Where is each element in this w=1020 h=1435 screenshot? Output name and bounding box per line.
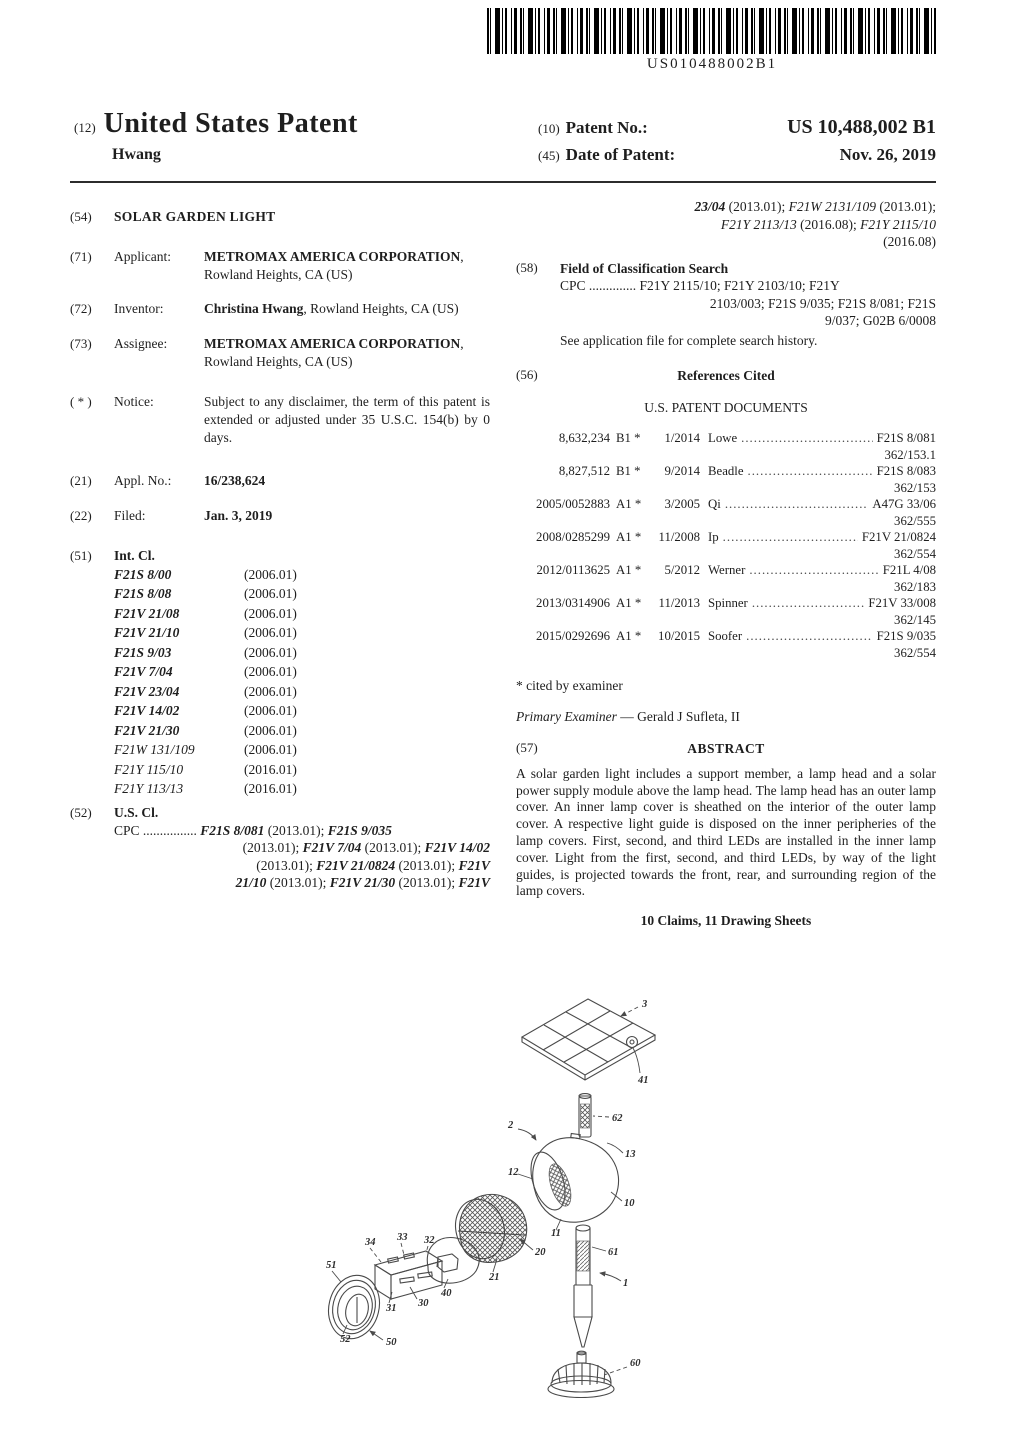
assignee-address: , Rowland Heights, CA (US)	[204, 336, 464, 370]
outer-lamp-cover	[524, 1133, 618, 1222]
callout-34: 34	[365, 1237, 376, 1248]
cpc-line: 9/037; G02B 6/0008	[824, 313, 936, 329]
cpc-continuation-line: (2016.08)	[883, 234, 936, 249]
field-number: (22)	[70, 508, 92, 524]
int-cl-entry: F21V 7/04 (2006.01)	[114, 664, 297, 680]
filed-value: Jan. 3, 2019	[204, 508, 273, 524]
primary-examiner-line	[516, 708, 936, 726]
table-row: 2005/0052883 A1 * 3/2005 Qi ..... A47G 33/06 362/555	[516, 496, 936, 529]
barcode-image	[487, 8, 937, 54]
inventor-surname: Hwang	[112, 146, 161, 163]
patent-date-row	[538, 145, 936, 165]
dot-leader	[752, 595, 865, 612]
us-patent-documents-label: U.S. PATENT DOCUMENTS	[644, 399, 808, 415]
applicant-address: , Rowland Heights, CA (US)	[204, 248, 464, 282]
inventor-address: , Rowland Heights, CA (US)	[303, 301, 459, 317]
callout-2: 2	[508, 1120, 514, 1131]
patent-date-value: Nov. 26, 2019	[839, 145, 936, 164]
led-holder-box	[375, 1251, 442, 1299]
callout-33: 33	[397, 1232, 408, 1243]
solar-panel	[522, 999, 655, 1080]
left-column	[70, 200, 490, 892]
table-row: 8,827,512 B1 * 9/2014 Beadle ..... F21S 8/083 362/153	[516, 463, 936, 496]
barcode-number: US010488002B1	[646, 56, 778, 72]
dot-leader	[723, 529, 858, 546]
header-divider	[70, 181, 936, 183]
cited-by-examiner-note: * cited by examiner	[516, 678, 623, 694]
cpc-line: 21/10 (2013.01); F21V 21/30 (2013.01); F21V	[235, 875, 490, 891]
battery-tube	[579, 1094, 591, 1137]
inner-lamp-cover	[449, 1194, 527, 1264]
field-of-search-label: Field of Classification Search	[560, 260, 729, 276]
abstract-heading	[516, 740, 936, 758]
search-history-note: See application file for complete search history.	[560, 332, 818, 348]
callout-11: 11	[551, 1228, 561, 1239]
applicant-row	[70, 248, 490, 284]
assignee-label: Assignee:	[114, 336, 168, 352]
field-of-search-heading	[516, 260, 936, 278]
dot-leader	[741, 430, 872, 447]
callout-10: 10	[624, 1198, 635, 1209]
patent-date-label: Date of Patent:	[565, 145, 676, 164]
filed-label: Filed:	[114, 508, 146, 524]
callout-52: 52	[340, 1334, 351, 1345]
inventor-row	[70, 300, 490, 318]
assignee-row	[70, 335, 490, 371]
patent-number-value: US 10,488,002 B1	[787, 116, 936, 138]
claims-sheets-line: 10 Claims, 11 Drawing Sheets	[640, 913, 812, 929]
cpc-line: (2013.01); F21V 7/04 (2013.01); F21V 14/02	[242, 840, 490, 856]
abstract-text: A solar garden light includes a support member, a lamp head and a solar power supply module above the lamp head. The lamp head has an outer lamp cover. An inner lamp cover is sheathed on the interior of the outer lamp cover. A respective light guide is disposed on the inner peripheries of the lamp covers. First, second, and third LEDs are installed in the inner lamp cover. Light from the first, second, and third LEDs, by way of the light guides, is projected towards the front, rear, and surrounding region of the lamp covers.	[516, 765, 936, 899]
cpc-line: CPC ................ F21S 8/081 (2013.01); F21S 9/035	[114, 822, 392, 838]
applicant-value	[204, 248, 490, 284]
int-cl-entry: F21S 8/08 (2006.01)	[114, 586, 297, 602]
callout-41: 41	[638, 1075, 649, 1086]
callout-32: 32	[424, 1235, 435, 1246]
int-cl-entry: F21V 21/08 (2006.01)	[114, 605, 297, 621]
primary-examiner-label: Primary Examiner	[516, 708, 617, 724]
callout-20: 20	[535, 1247, 546, 1258]
callout-51: 51	[326, 1260, 337, 1271]
appl-no-label: Appl. No.:	[114, 473, 172, 489]
us-cl-heading	[70, 804, 490, 822]
header-right-block	[538, 116, 936, 171]
int-cl-heading	[70, 547, 490, 565]
callout-13: 13	[625, 1149, 636, 1160]
filed-row	[70, 507, 490, 525]
callout-40: 40	[441, 1288, 452, 1299]
support-stake	[574, 1225, 592, 1347]
field-number: ( * )	[70, 393, 92, 409]
references-heading	[516, 367, 936, 385]
cpc-line: 2103/003; F21S 9/035; F21S 8/081; F21S	[709, 295, 936, 311]
table-row: 8,632,234 B1 * 1/2014 Lowe ..... F21S 8/081 362/153.1	[516, 430, 936, 463]
table-row: 2012/0113625 A1 * 5/2012 Werner ..... F21L 4/08 362/183	[516, 562, 936, 595]
dot-leader	[749, 562, 878, 579]
page-title: United States Patent	[103, 108, 358, 139]
patent-number-row	[538, 116, 936, 139]
field-number: (72)	[70, 301, 92, 317]
cpc-line: (2013.01); F21V 21/0824 (2013.01); F21V	[256, 857, 490, 873]
field-number: (51)	[70, 547, 92, 563]
kind-code-number: (12)	[74, 120, 96, 135]
callout-3: 3	[642, 999, 648, 1010]
light-guide-cover	[427, 1238, 479, 1284]
field-number: (54)	[70, 209, 92, 224]
applicant-label: Applicant:	[114, 248, 171, 264]
us-cl-label: U.S. Cl.	[114, 804, 159, 820]
callout-62: 62	[612, 1113, 623, 1124]
dot-leader	[725, 496, 869, 513]
callout-31: 31	[386, 1303, 397, 1314]
inventor-value	[204, 300, 490, 318]
invention-title: SOLAR GARDEN LIGHT	[114, 209, 276, 224]
assignee-value	[204, 335, 490, 371]
references-label: References Cited	[677, 368, 775, 384]
callout-21: 21	[489, 1272, 500, 1283]
field-number: (57)	[516, 740, 538, 756]
callout-12: 12	[508, 1167, 519, 1178]
int-cl-entry: F21Y 113/13 (2016.01)	[114, 781, 297, 797]
assignee-name: METROMAX AMERICA CORPORATION	[204, 336, 461, 352]
callout-61: 61	[608, 1247, 619, 1258]
field-number: (10)	[538, 121, 560, 136]
int-cl-entry: F21V 21/10 (2006.01)	[114, 625, 297, 641]
int-cl-entry: F21V 14/02 (2006.01)	[114, 703, 297, 719]
field-number: (21)	[70, 473, 92, 489]
dot-leader	[748, 463, 873, 480]
document-title-row	[74, 108, 358, 140]
right-column	[516, 198, 936, 930]
notice-label: Notice:	[114, 393, 154, 409]
notice-text: Subject to any disclaimer, the term of this patent is extended or adjusted under 35 U.S.C. 154(b) by 0 days.	[204, 393, 490, 445]
cpc-continuation-line: 23/04 (2013.01); F21W 2131/109 (2013.01);	[694, 199, 936, 214]
table-row: 2015/0292696 A1 * 10/2015 Soofer ..... F21S 9/035 362/554	[516, 628, 936, 661]
field-number: (71)	[70, 248, 92, 264]
callout-1: 1	[623, 1278, 629, 1289]
int-cl-list	[114, 565, 490, 799]
callout-50: 50	[386, 1337, 397, 1348]
applicant-name: METROMAX AMERICA CORPORATION	[204, 248, 461, 264]
int-cl-label: Int. Cl.	[114, 547, 155, 563]
int-cl-entry: F21Y 115/10 (2016.01)	[114, 761, 297, 777]
notice-row	[70, 393, 490, 446]
decorative-ring	[322, 1270, 386, 1344]
field-number: (52)	[70, 804, 92, 820]
patent-drawing	[280, 985, 750, 1433]
field-number: (73)	[70, 336, 92, 352]
cpc-line: CPC .............. F21Y 2115/10; F21Y 2103/10; F21Y	[560, 278, 840, 294]
appl-no-value: 16/238,624	[204, 473, 266, 489]
dot-leader	[746, 628, 872, 645]
exploded-view-figure	[280, 985, 750, 1433]
field-number: (56)	[516, 367, 538, 383]
int-cl-entry: F21V 23/04 (2006.01)	[114, 683, 297, 699]
inventor-name: Christina Hwang	[204, 301, 304, 317]
callout-60: 60	[630, 1358, 641, 1369]
cpc-continuation-line: F21Y 2113/13 (2016.08); F21Y 2115/10	[720, 216, 936, 232]
int-cl-entry: F21S 9/03 (2006.01)	[114, 644, 297, 660]
abstract-label: ABSTRACT	[687, 741, 765, 757]
primary-examiner-name: — Gerald J Sufleta, II	[620, 708, 740, 724]
field-number: (45)	[538, 148, 560, 163]
field-of-search-cpc	[560, 277, 936, 349]
table-row: 2008/0285299 A1 * 11/2008 Ip ..... F21V 21/0824 362/554	[516, 529, 936, 562]
inventor-label: Inventor:	[114, 301, 164, 317]
int-cl-entry: F21S 8/00 (2006.01)	[114, 566, 297, 582]
table-row: 2013/0314906 A1 * 11/2013 Spinner ..... F21V 33/008 362/145	[516, 595, 936, 628]
patent-number-label: Patent No.:	[565, 118, 648, 137]
int-cl-entry: F21V 21/30 (2006.01)	[114, 722, 297, 738]
references-table	[516, 430, 936, 661]
int-cl-entry: F21W 131/109 (2006.01)	[114, 742, 297, 758]
field-number: (58)	[516, 259, 538, 275]
callout-30: 30	[418, 1298, 429, 1309]
us-cl-cpc	[114, 822, 490, 892]
fluted-base	[548, 1351, 614, 1397]
invention-title-row	[70, 208, 490, 226]
appl-no-row	[70, 472, 490, 490]
